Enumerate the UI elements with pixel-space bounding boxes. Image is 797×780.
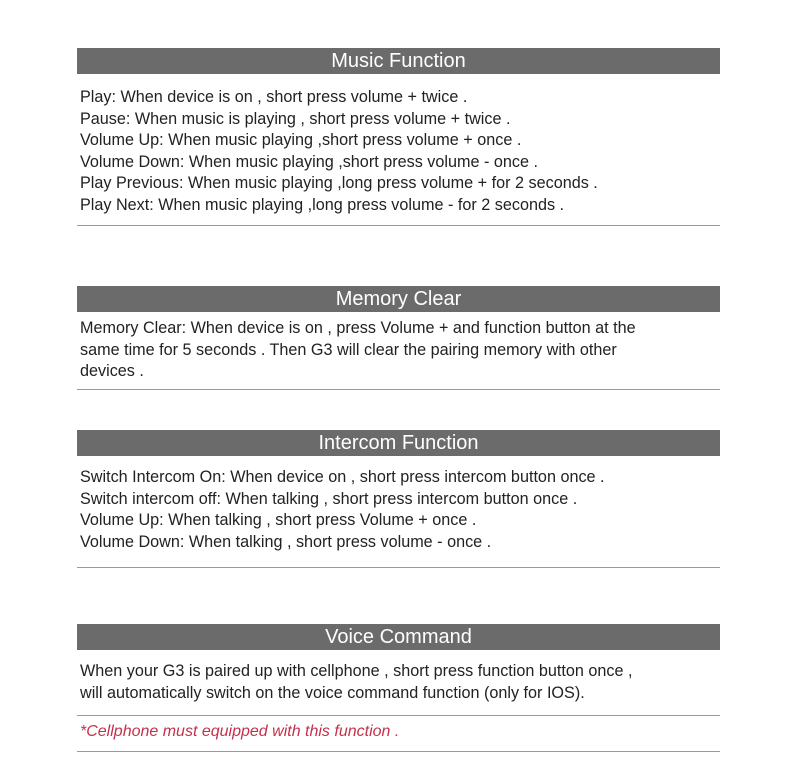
text-line: will automatically switch on the voice command function (only for IOS).	[80, 683, 585, 702]
music-function-section	[77, 48, 720, 216]
text-line: Play: When device is on , short press volume + twice .	[80, 88, 468, 106]
voice-command-section	[77, 624, 720, 704]
text-line: same time for 5 seconds . Then G3 will clear the pairing memory with other	[80, 340, 617, 359]
text-line: Volume Up: When talking , short press Volume + once .	[80, 511, 477, 529]
section-body	[77, 87, 720, 216]
requirement-note: *Cellphone must equipped with this function .	[80, 723, 400, 740]
section-header: Voice Command	[77, 624, 720, 650]
intercom-function-section	[77, 430, 720, 553]
text-line: Play Next: When music playing ,long press volume - for 2 seconds .	[80, 195, 565, 214]
divider	[77, 389, 720, 390]
divider	[77, 715, 720, 716]
text-line: devices .	[80, 362, 144, 380]
section-body	[77, 661, 720, 704]
section-body	[77, 318, 720, 383]
memory-clear-section	[77, 286, 720, 383]
text-line: Pause: When music is playing , short press volume + twice .	[80, 109, 511, 128]
text-line: Play Previous: When music playing ,long press volume + for 2 seconds .	[80, 174, 598, 192]
section-body	[77, 467, 720, 553]
text-line: Volume Down: When talking , short press volume - once .	[80, 532, 492, 551]
text-line: When your G3 is paired up with cellphone , short press function button once ,	[80, 662, 633, 680]
divider	[77, 567, 720, 568]
divider	[77, 225, 720, 226]
divider	[77, 751, 720, 752]
section-header: Memory Clear	[77, 286, 720, 312]
text-line: Volume Down: When music playing ,short press volume - once .	[80, 152, 538, 171]
text-line: Switch intercom off: When talking , short press intercom button once .	[80, 489, 578, 508]
text-line: Switch Intercom On: When device on , short press intercom button once .	[80, 468, 605, 486]
text-line: Memory Clear: When device is on , press Volume + and function button at the	[80, 319, 636, 337]
section-header: Music Function	[77, 48, 720, 74]
section-header: Intercom Function	[77, 430, 720, 456]
text-line: Volume Up: When music playing ,short press volume + once .	[80, 131, 522, 149]
